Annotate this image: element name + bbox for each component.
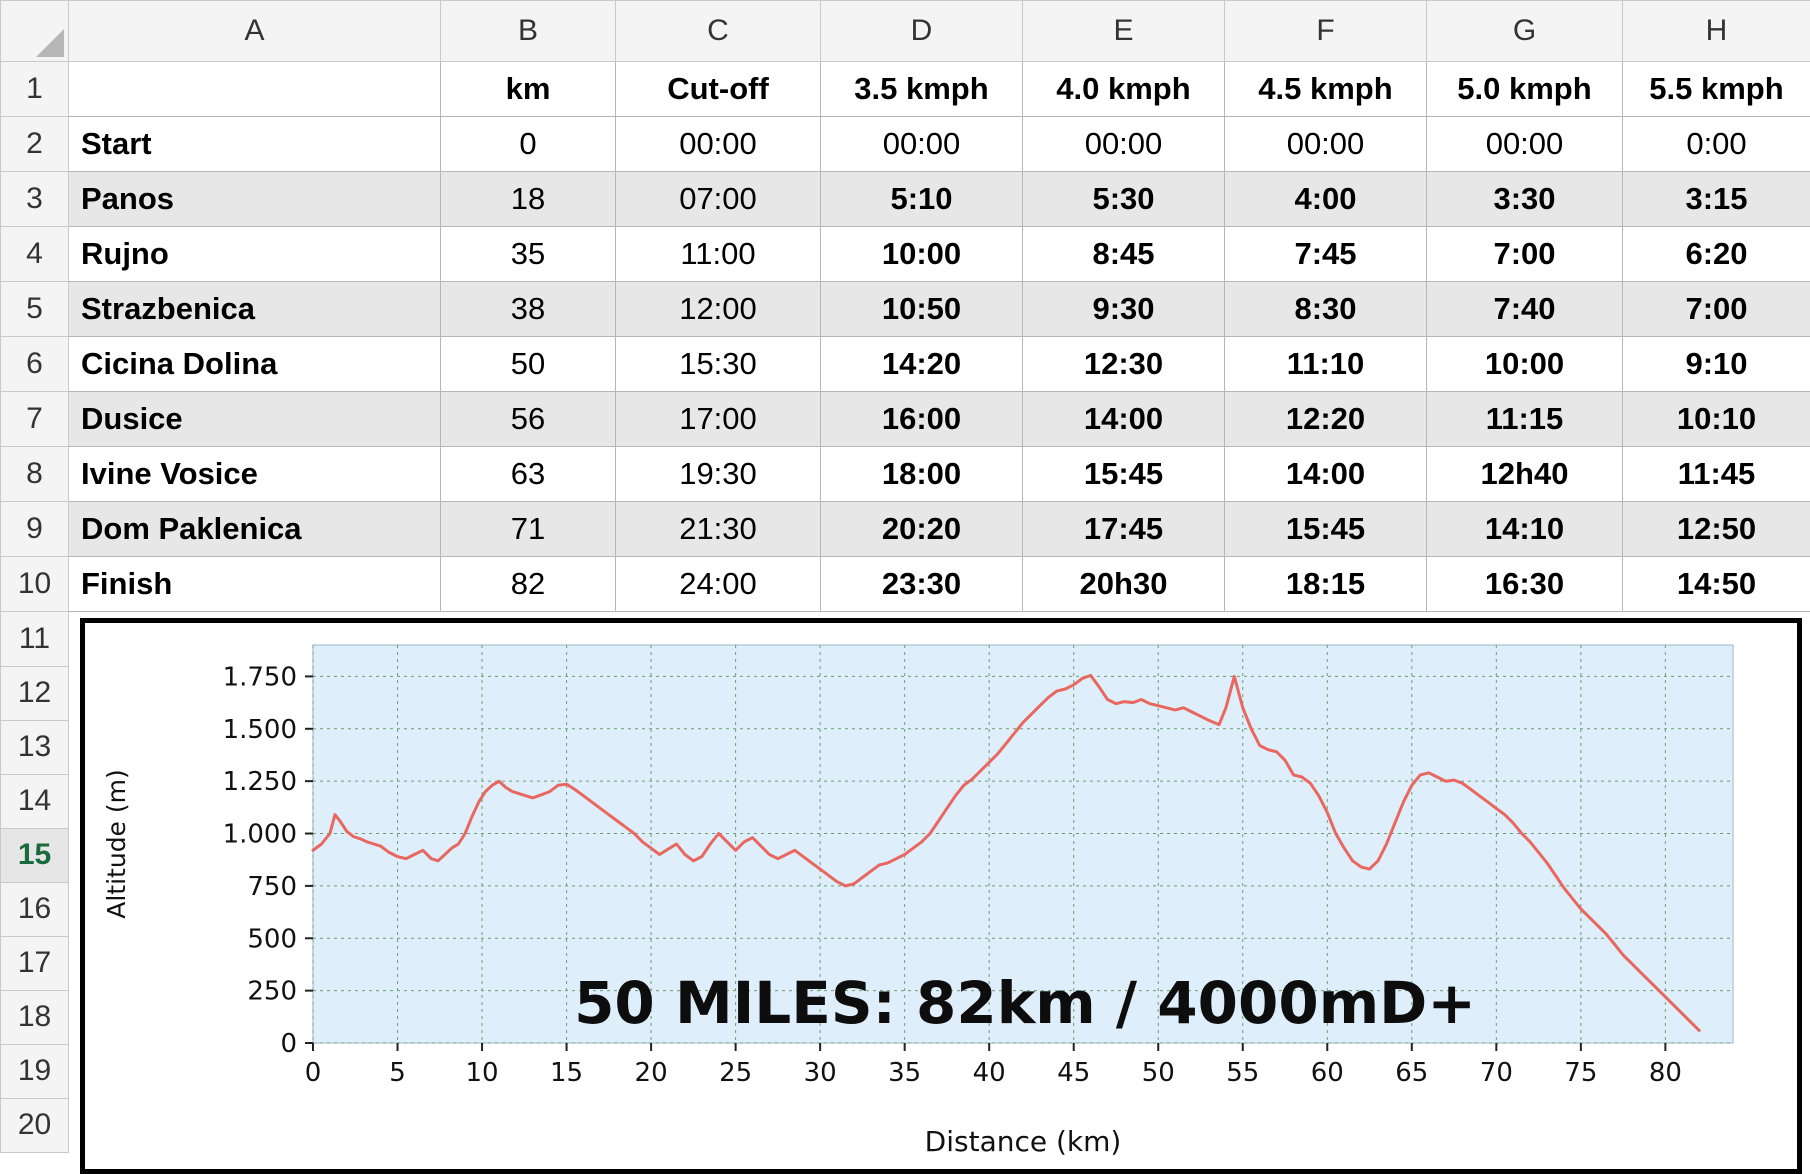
chart-x-tick-label: 5 — [389, 1058, 406, 1088]
row-header-11[interactable]: 11 — [1, 612, 69, 667]
cell-f7[interactable]: 12:20 — [1225, 392, 1427, 447]
cell-h10[interactable]: 14:50 — [1623, 557, 1810, 612]
cell-d8[interactable]: 18:00 — [821, 447, 1023, 502]
table-row — [1, 447, 1810, 502]
chart-x-tick-label: 65 — [1395, 1058, 1429, 1088]
select-all-corner[interactable] — [1, 1, 69, 62]
table-row — [1, 557, 1810, 612]
cell-e10[interactable]: 20h30 — [1023, 557, 1225, 612]
chart-y-tick-label: 1.250 — [222, 767, 297, 798]
cell-g2[interactable]: 00:00 — [1427, 117, 1623, 172]
table-row — [1, 337, 1810, 392]
chart-y-tick-label: 1.000 — [222, 819, 297, 850]
chart-x-tick-label: 55 — [1226, 1058, 1260, 1088]
cell-d10[interactable]: 23:30 — [821, 557, 1023, 612]
row-header-15[interactable]: 15 — [1, 828, 69, 882]
cell-g7[interactable]: 11:15 — [1427, 392, 1623, 447]
row-header-8[interactable]: 8 — [1, 447, 69, 502]
cell-c6[interactable]: 15:30 — [616, 337, 821, 392]
row-header-13[interactable]: 13 — [1, 720, 69, 774]
cell-e9[interactable]: 17:45 — [1023, 502, 1225, 557]
cell-a2[interactable]: Start — [69, 117, 441, 172]
cell-f6[interactable]: 11:10 — [1225, 337, 1427, 392]
chart-inner — [85, 623, 1797, 1169]
chart-y-axis-label: Altitude (m) — [102, 769, 131, 919]
cell-c7[interactable]: 17:00 — [616, 392, 821, 447]
cell-a3[interactable]: Panos — [69, 172, 441, 227]
row-header-10[interactable]: 10 — [1, 557, 69, 612]
cell-c10[interactable]: 24:00 — [616, 557, 821, 612]
cell-d9[interactable]: 20:20 — [821, 502, 1023, 557]
cell-a7[interactable]: Dusice — [69, 392, 441, 447]
column-header-h[interactable]: H — [1623, 1, 1810, 62]
row-header-14[interactable]: 14 — [1, 774, 69, 828]
cell-b5[interactable]: 38 — [441, 282, 616, 337]
chart-y-tick-label: 1.750 — [222, 662, 297, 693]
cell-g1[interactable]: 5.0 kmph — [1427, 62, 1623, 117]
cell-e6[interactable]: 12:30 — [1023, 337, 1225, 392]
cell-e2[interactable]: 00:00 — [1023, 117, 1225, 172]
cell-f9[interactable]: 15:45 — [1225, 502, 1427, 557]
cell-g6[interactable]: 10:00 — [1427, 337, 1623, 392]
cell-g4[interactable]: 7:00 — [1427, 227, 1623, 282]
column-header-e[interactable]: E — [1023, 1, 1225, 62]
cell-b8[interactable]: 63 — [441, 447, 616, 502]
elevation-chart-svg — [85, 623, 1797, 1169]
row-header-12[interactable]: 12 — [1, 666, 69, 720]
cell-a8[interactable]: Ivine Vosice — [69, 447, 441, 502]
chart-x-tick-label: 20 — [634, 1058, 668, 1088]
chart-x-tick-label: 40 — [972, 1058, 1006, 1088]
cell-f10[interactable]: 18:15 — [1225, 557, 1427, 612]
row-header-6[interactable]: 6 — [1, 337, 69, 392]
row-header-16[interactable]: 16 — [1, 882, 69, 936]
cell-b6[interactable]: 50 — [441, 337, 616, 392]
cell-f2[interactable]: 00:00 — [1225, 117, 1427, 172]
cell-b9[interactable]: 71 — [441, 502, 616, 557]
chart-x-tick-label: 15 — [550, 1058, 584, 1088]
cell-b3[interactable]: 18 — [441, 172, 616, 227]
chart-x-tick-label: 10 — [465, 1058, 499, 1088]
cell-g10[interactable]: 16:30 — [1427, 557, 1623, 612]
cell-f3[interactable]: 4:00 — [1225, 172, 1427, 227]
cell-c2[interactable]: 00:00 — [616, 117, 821, 172]
cell-b4[interactable]: 35 — [441, 227, 616, 282]
cell-d4[interactable]: 10:00 — [821, 227, 1023, 282]
cell-c4[interactable]: 11:00 — [616, 227, 821, 282]
row-header-3[interactable]: 3 — [1, 172, 69, 227]
cell-d3[interactable]: 5:10 — [821, 172, 1023, 227]
cell-a9[interactable]: Dom Paklenica — [69, 502, 441, 557]
column-header-a[interactable]: A — [69, 1, 441, 62]
column-header-c[interactable]: C — [616, 1, 821, 62]
cell-c8[interactable]: 19:30 — [616, 447, 821, 502]
chart-y-tick-label: 0 — [280, 1029, 297, 1059]
row-header-1[interactable]: 1 — [1, 62, 69, 117]
cell-c9[interactable]: 21:30 — [616, 502, 821, 557]
cell-b1[interactable]: km — [441, 62, 616, 117]
column-header-row — [1, 1, 1810, 62]
table-row — [1, 392, 1810, 447]
column-header-g[interactable]: G — [1427, 1, 1623, 62]
cell-g3[interactable]: 3:30 — [1427, 172, 1623, 227]
cell-a6[interactable]: Cicina Dolina — [69, 337, 441, 392]
row-header-4[interactable]: 4 — [1, 227, 69, 282]
cell-a4[interactable]: Rujno — [69, 227, 441, 282]
cell-b2[interactable]: 0 — [441, 117, 616, 172]
cell-h7[interactable]: 10:10 — [1623, 392, 1810, 447]
cell-h4[interactable]: 6:20 — [1623, 227, 1810, 282]
cell-e7[interactable]: 14:00 — [1023, 392, 1225, 447]
cell-h2[interactable]: 0:00 — [1623, 117, 1810, 172]
cell-e1[interactable]: 4.0 kmph — [1023, 62, 1225, 117]
cell-g5[interactable]: 7:40 — [1427, 282, 1623, 337]
cell-h3[interactable]: 3:15 — [1623, 172, 1810, 227]
cell-f1[interactable]: 4.5 kmph — [1225, 62, 1427, 117]
column-header-d[interactable]: D — [821, 1, 1023, 62]
cell-f8[interactable]: 14:00 — [1225, 447, 1427, 502]
chart-x-tick-label: 80 — [1648, 1058, 1682, 1088]
chart-x-tick-label: 60 — [1310, 1058, 1344, 1088]
cell-e5[interactable]: 9:30 — [1023, 282, 1225, 337]
cell-d6[interactable]: 14:20 — [821, 337, 1023, 392]
cell-f4[interactable]: 7:45 — [1225, 227, 1427, 282]
cell-h1[interactable]: 5.5 kmph — [1623, 62, 1810, 117]
chart-x-tick-label: 30 — [803, 1058, 837, 1088]
cell-b7[interactable]: 56 — [441, 392, 616, 447]
column-header-f[interactable]: F — [1225, 1, 1427, 62]
cell-h6[interactable]: 9:10 — [1623, 337, 1810, 392]
cell-f5[interactable]: 8:30 — [1225, 282, 1427, 337]
table-row — [1, 282, 1810, 337]
cell-c3[interactable]: 07:00 — [616, 172, 821, 227]
cell-c1[interactable]: Cut-off — [616, 62, 821, 117]
chart-x-tick-label: 45 — [1057, 1058, 1091, 1088]
row-header-7[interactable]: 7 — [1, 392, 69, 447]
cell-b10[interactable]: 82 — [441, 557, 616, 612]
cell-d5[interactable]: 10:50 — [821, 282, 1023, 337]
table-row — [1, 117, 1810, 172]
cell-h8[interactable]: 11:45 — [1623, 447, 1810, 502]
row-header-18[interactable]: 18 — [1, 990, 69, 1044]
cell-e4[interactable]: 8:45 — [1023, 227, 1225, 282]
table-row — [1, 172, 1810, 227]
chart-x-tick-label: 35 — [888, 1058, 922, 1088]
column-header-b[interactable]: B — [441, 1, 616, 62]
cell-a1[interactable] — [69, 62, 441, 117]
table-row — [1, 502, 1810, 557]
chart-y-tick-label: 750 — [247, 871, 297, 902]
chart-x-axis-label: Distance (km) — [924, 1125, 1122, 1158]
row-header-5[interactable]: 5 — [1, 282, 69, 337]
cell-a10[interactable]: Finish — [69, 557, 441, 612]
cell-g9[interactable]: 14:10 — [1427, 502, 1623, 557]
cell-d2[interactable]: 00:00 — [821, 117, 1023, 172]
chart-x-tick-label: 50 — [1141, 1058, 1175, 1088]
row-header-17[interactable]: 17 — [1, 936, 69, 990]
chart-annotation: 50 MILES: 82km / 4000mD+ — [574, 969, 1476, 1037]
row-header-9[interactable]: 9 — [1, 502, 69, 557]
chart-x-tick-label: 75 — [1564, 1058, 1598, 1088]
cell-h5[interactable]: 7:00 — [1623, 282, 1810, 337]
corner-triangle-icon — [36, 29, 64, 57]
elevation-profile-chart[interactable] — [80, 618, 1802, 1174]
cell-a5[interactable]: Strazbenica — [69, 282, 441, 337]
cell-e3[interactable]: 5:30 — [1023, 172, 1225, 227]
cell-d7[interactable]: 16:00 — [821, 392, 1023, 447]
row-header-19[interactable]: 19 — [1, 1044, 69, 1098]
table-row — [1, 62, 1810, 117]
cell-g8[interactable]: 12h40 — [1427, 447, 1623, 502]
row-header-2[interactable]: 2 — [1, 117, 69, 172]
cell-d1[interactable]: 3.5 kmph — [821, 62, 1023, 117]
chart-x-tick-label: 0 — [304, 1058, 322, 1088]
cell-e8[interactable]: 15:45 — [1023, 447, 1225, 502]
chart-x-tick-label: 70 — [1479, 1058, 1513, 1088]
table-row — [1, 227, 1810, 282]
chart-y-tick-label: 1.500 — [222, 714, 297, 745]
chart-x-tick-label: 25 — [719, 1058, 753, 1088]
chart-y-tick-label: 500 — [247, 924, 297, 955]
cell-h9[interactable]: 12:50 — [1623, 502, 1810, 557]
row-header-20[interactable]: 20 — [1, 1098, 69, 1152]
cell-c5[interactable]: 12:00 — [616, 282, 821, 337]
chart-y-tick-label: 250 — [247, 976, 297, 1007]
